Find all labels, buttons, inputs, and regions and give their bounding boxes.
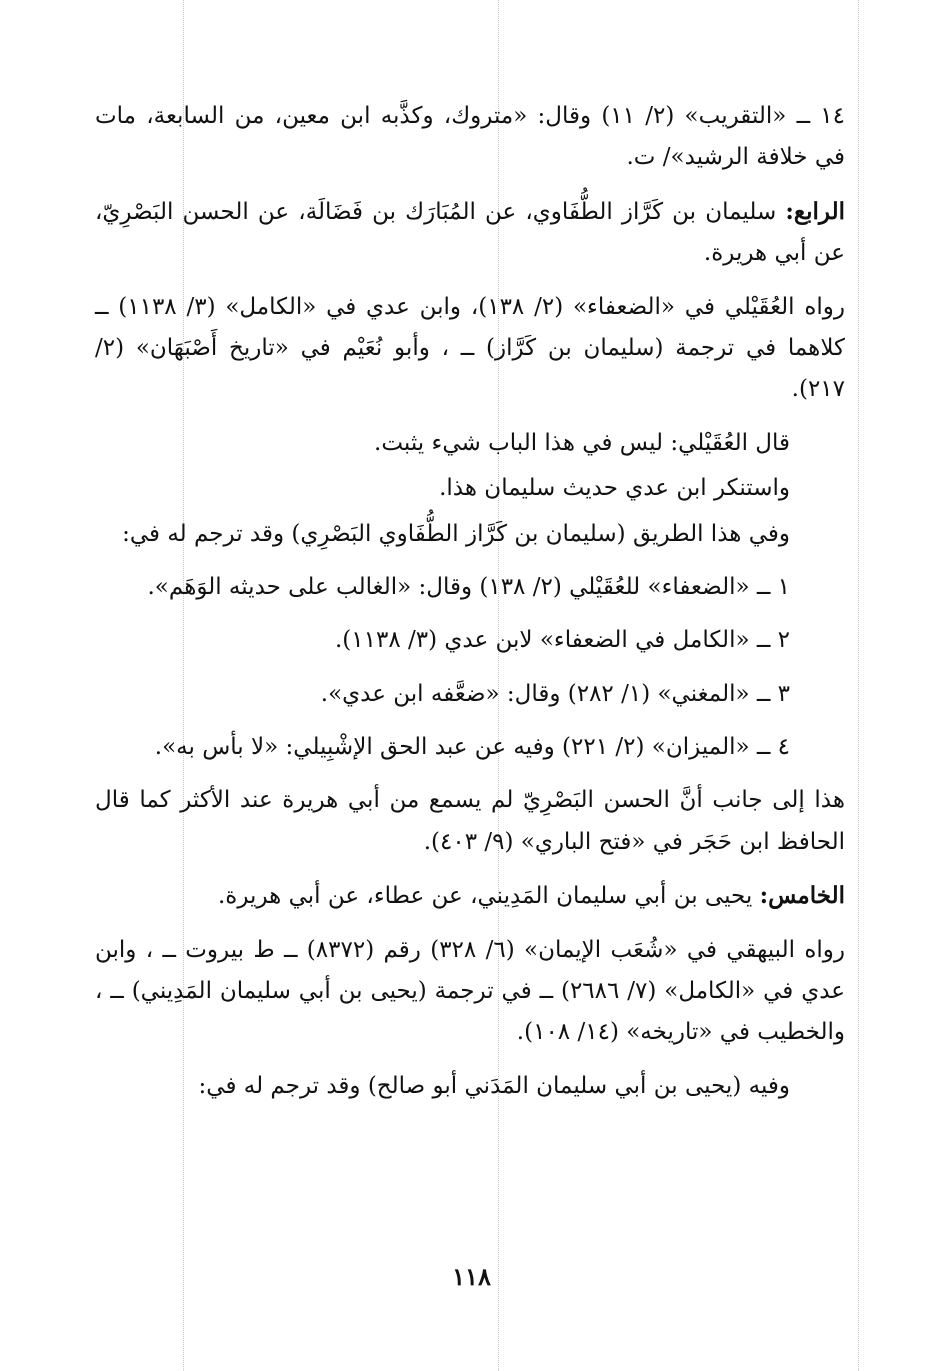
uqayli-statement: قال العُقَيْلي: ليس في هذا الباب شيء يثبت. bbox=[374, 429, 790, 456]
footnote-14: ١٤ ــ «التقريب» (٢/ ١١) وقال: «متروك، وكذَّبه ابن معين، من السابعة، مات في خلافة الرشيد»/ ت. bbox=[95, 103, 845, 171]
fourth-label: الرابع: bbox=[785, 197, 845, 225]
reference-item-4: ٤ ــ «الميزان» (٢/ ٢٢١) وفيه عن عبد الحق الإشْبِيلي: «لا بأس به». bbox=[154, 734, 790, 761]
fifth-route-sources: رواه البيهقي في «شُعَب الإيمان» (٦/ ٣٢٨) رقم (٨٣٧٢) ــ ط بيروت ــ ، وابن عدي في «الكامل» (٧/ ٢٦٨٦) ــ في ترجمة (يحيى بن أبي سليمان المَدِيني) ــ ، والخطيب في «تاريخه» (١٤/ ١٠٨). bbox=[95, 936, 846, 1046]
book-page-text bbox=[95, 96, 845, 1119]
ibn-adi-statement: واستنكر ابن عدي حديث سليمان هذا. bbox=[439, 475, 790, 502]
reference-item-1: ١ ــ «الضعفاء» للعُقَيْلي (٢/ ١٣٨) وقال: «الغالب على حديثه الوَهَم». bbox=[147, 573, 790, 600]
fifth-label: الخامس: bbox=[759, 882, 845, 910]
narrator-intro: وفي هذا الطريق (سليمان بن كَرَّاز الطُّفَاوي البَصْرِي) وقد ترجم له في: bbox=[122, 520, 790, 547]
reference-item-3: ٣ ــ «المغني» (١/ ٢٨٢) وقال: «ضعَّفه ابن عدي». bbox=[320, 680, 790, 707]
fourth-route-text: سليمان بن كَرَّاز الطُّفَاوي، عن المُبَارَك بن فَضَالَة، عن الحسن البَصْرِيّ، عن أبي هريرة. bbox=[95, 198, 845, 267]
fifth-narrator-intro: وفيه (يحيى بن أبي سليمان المَدَني أبو صالح) وقد ترجم له في: bbox=[198, 1072, 790, 1099]
scan-dotted-line-right bbox=[858, 0, 859, 1371]
reference-item-2: ٢ ــ «الكامل في الضعفاء» لابن عدي (٣/ ١١٣٨). bbox=[334, 627, 790, 654]
fourth-route bbox=[95, 191, 845, 275]
fifth-route bbox=[95, 875, 845, 917]
hasan-basri-note: هذا إلى جانب أنَّ الحسن البَصْرِيّ لم يسمع من أبي هريرة عند الأكثر كما قال الحافظ ابن حَجَر في «فتح الباري» (٩/ ٤٠٣). bbox=[95, 787, 845, 855]
page-number: ١١٨ bbox=[452, 1262, 491, 1291]
fifth-route-text: يحيى بن أبي سليمان المَدِيني، عن عطاء، عن أبي هريرة. bbox=[218, 883, 753, 910]
fourth-route-sources: رواه العُقَيْلي في «الضعفاء» (٢/ ١٣٨)، وابن عدي في «الكامل» (٣/ ١١٣٨) ــ كلاهما في ترجمة (سليمان بن كَرَّاز) ــ ، وأبو نُعَيْم في «تاريخ أَصْبَهَان» (٢/ ٢١٧). bbox=[95, 293, 846, 403]
